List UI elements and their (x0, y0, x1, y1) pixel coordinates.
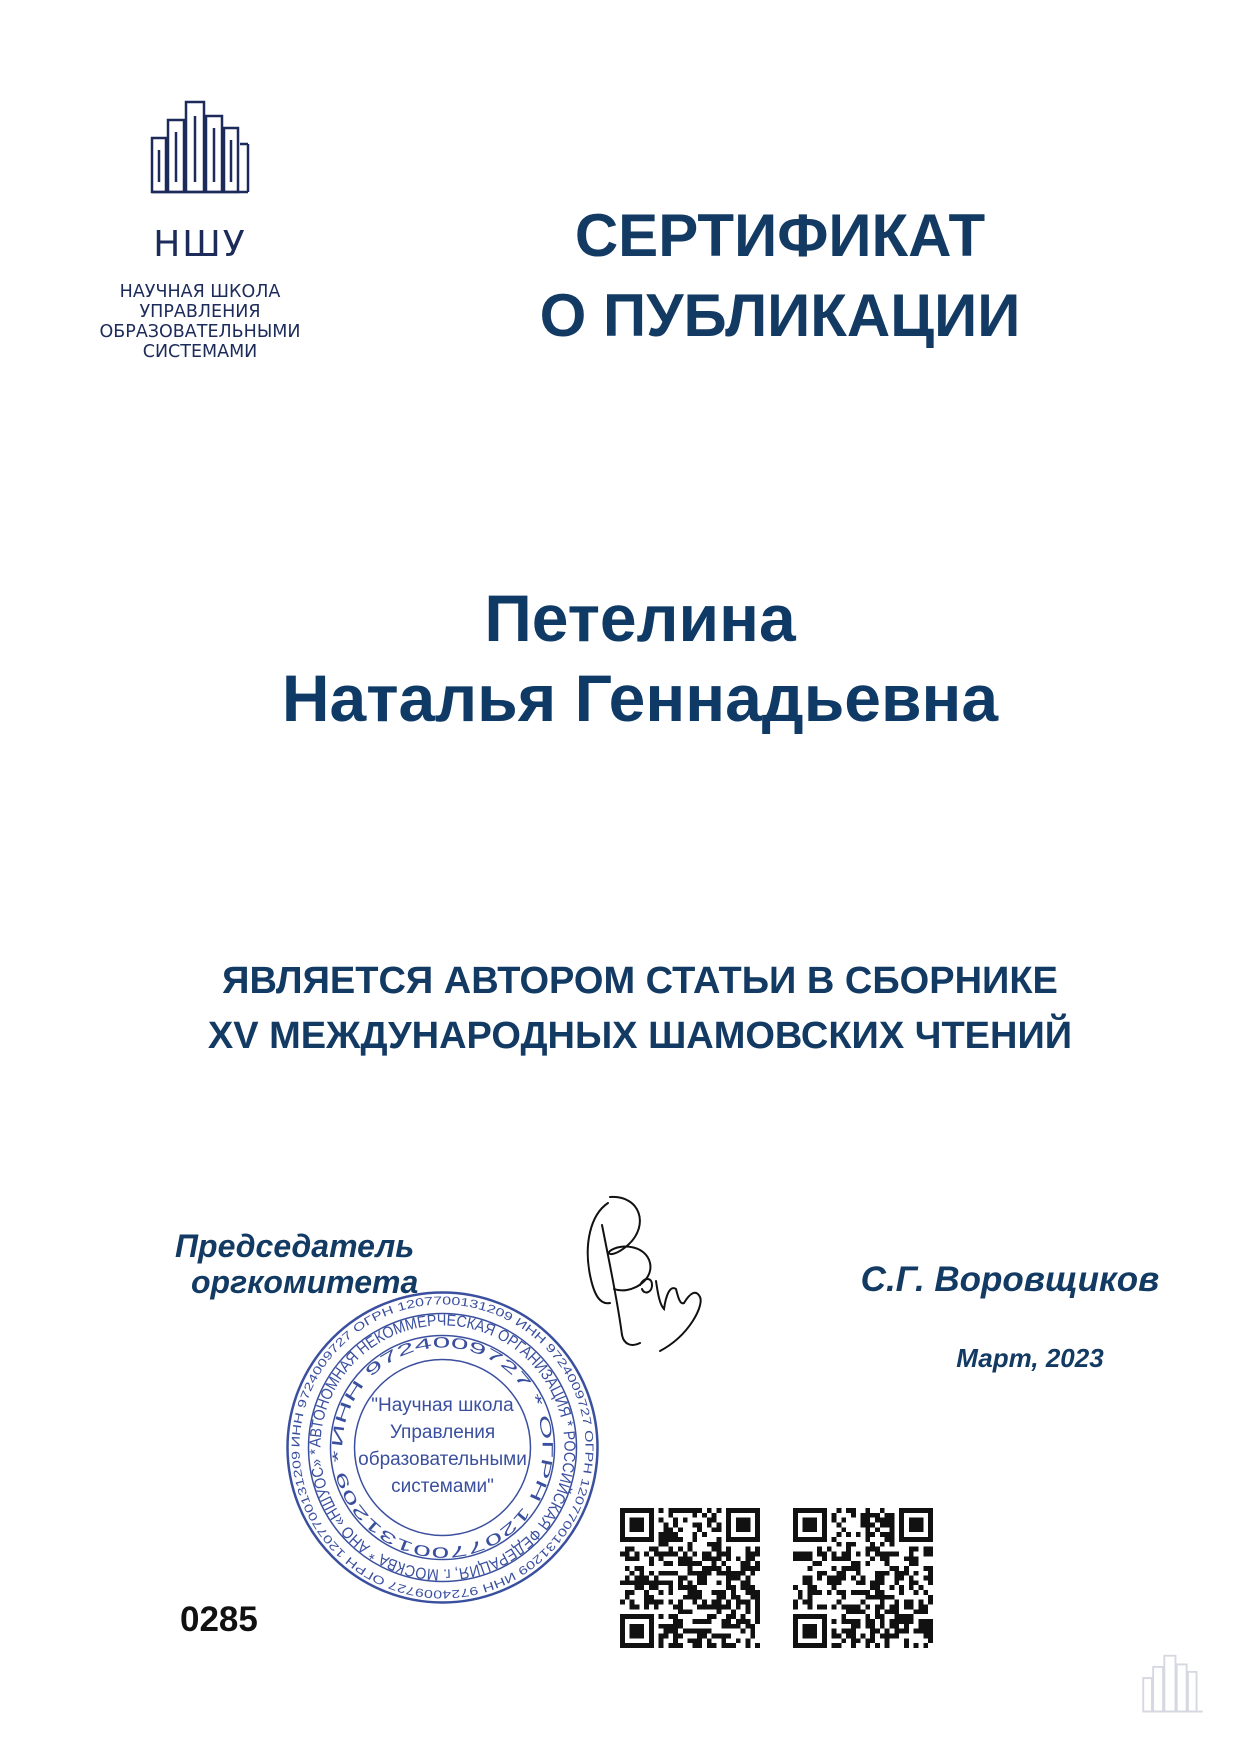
stamp-inner-ring-text: ИНН 9724009727 * ОГРН 1207700131209 * (328, 1334, 556, 1561)
stamp-center-line: системами" (391, 1476, 494, 1497)
certificate-description (100, 954, 1180, 1064)
stamp-outer-ring-text: ИНН 9724009727 ОГРН 1207700131209 ИНН 9724009727 ОГРН 1207700131209 ИНН 9724009727 ОГРН 1207700131209 (290, 1295, 595, 1600)
role-line-2: оргкомитета (191, 1264, 419, 1300)
logo-line: ОБРАЗОВАТЕЛЬНЫМИ (99, 322, 301, 342)
stamp-center-line: Управления (389, 1422, 496, 1443)
logo-line: УПРАВЛЕНИЯ (139, 302, 261, 322)
stamp-middle-ring-text: АВТОНОМНАЯ НЕКОММЕРЧЕСКАЯ ОРГАНИЗАЦИЯ * РОССИЙСКАЯ ФЕДЕРАЦИЯ, г. МОСКВА * АНО «НШУОС» * (307, 1312, 578, 1583)
recipient-name (160, 578, 1120, 738)
logo-line: СИСТЕМАМИ (142, 342, 258, 362)
stamp-center-line: "Научная школа (371, 1395, 514, 1416)
books-columns-icon (150, 98, 250, 194)
watermark-logo-icon (1142, 1652, 1204, 1714)
certificate-title (500, 196, 1060, 356)
qr-code-icon[interactable] (620, 1508, 760, 1648)
description-line-2: XV МЕЖДУНАРОДНЫХ ШАМОВСКИХ ЧТЕНИЙ (207, 1015, 1073, 1057)
signatory-name: С.Г. Воровщиков (860, 1260, 1160, 1299)
signature-icon (580, 1185, 720, 1355)
logo-full-name (80, 282, 320, 362)
title-line-1: СЕРТИФИКАТ (574, 202, 986, 269)
issue-date: Март, 2023 (956, 1343, 1104, 1373)
certificate-number: 0285 (180, 1600, 258, 1639)
stamp-center-line: образовательными (358, 1449, 527, 1470)
description-line-1: ЯВЛЯЕТСЯ АВТОРОМ СТАТЬИ В СБОРНИКЕ (222, 960, 1058, 1002)
organization-stamp (285, 1290, 600, 1605)
qr-code-icon[interactable] (793, 1508, 933, 1648)
recipient-surname: Петелина (484, 581, 796, 655)
title-line-2: О ПУБЛИКАЦИИ (539, 282, 1021, 349)
recipient-given-names: Наталья Геннадьевна (281, 661, 999, 735)
logo-line: НАУЧНАЯ ШКОЛА (119, 282, 281, 302)
role-line-1: Председатель (175, 1228, 415, 1264)
logo-abbreviation: НШУ (153, 224, 247, 265)
